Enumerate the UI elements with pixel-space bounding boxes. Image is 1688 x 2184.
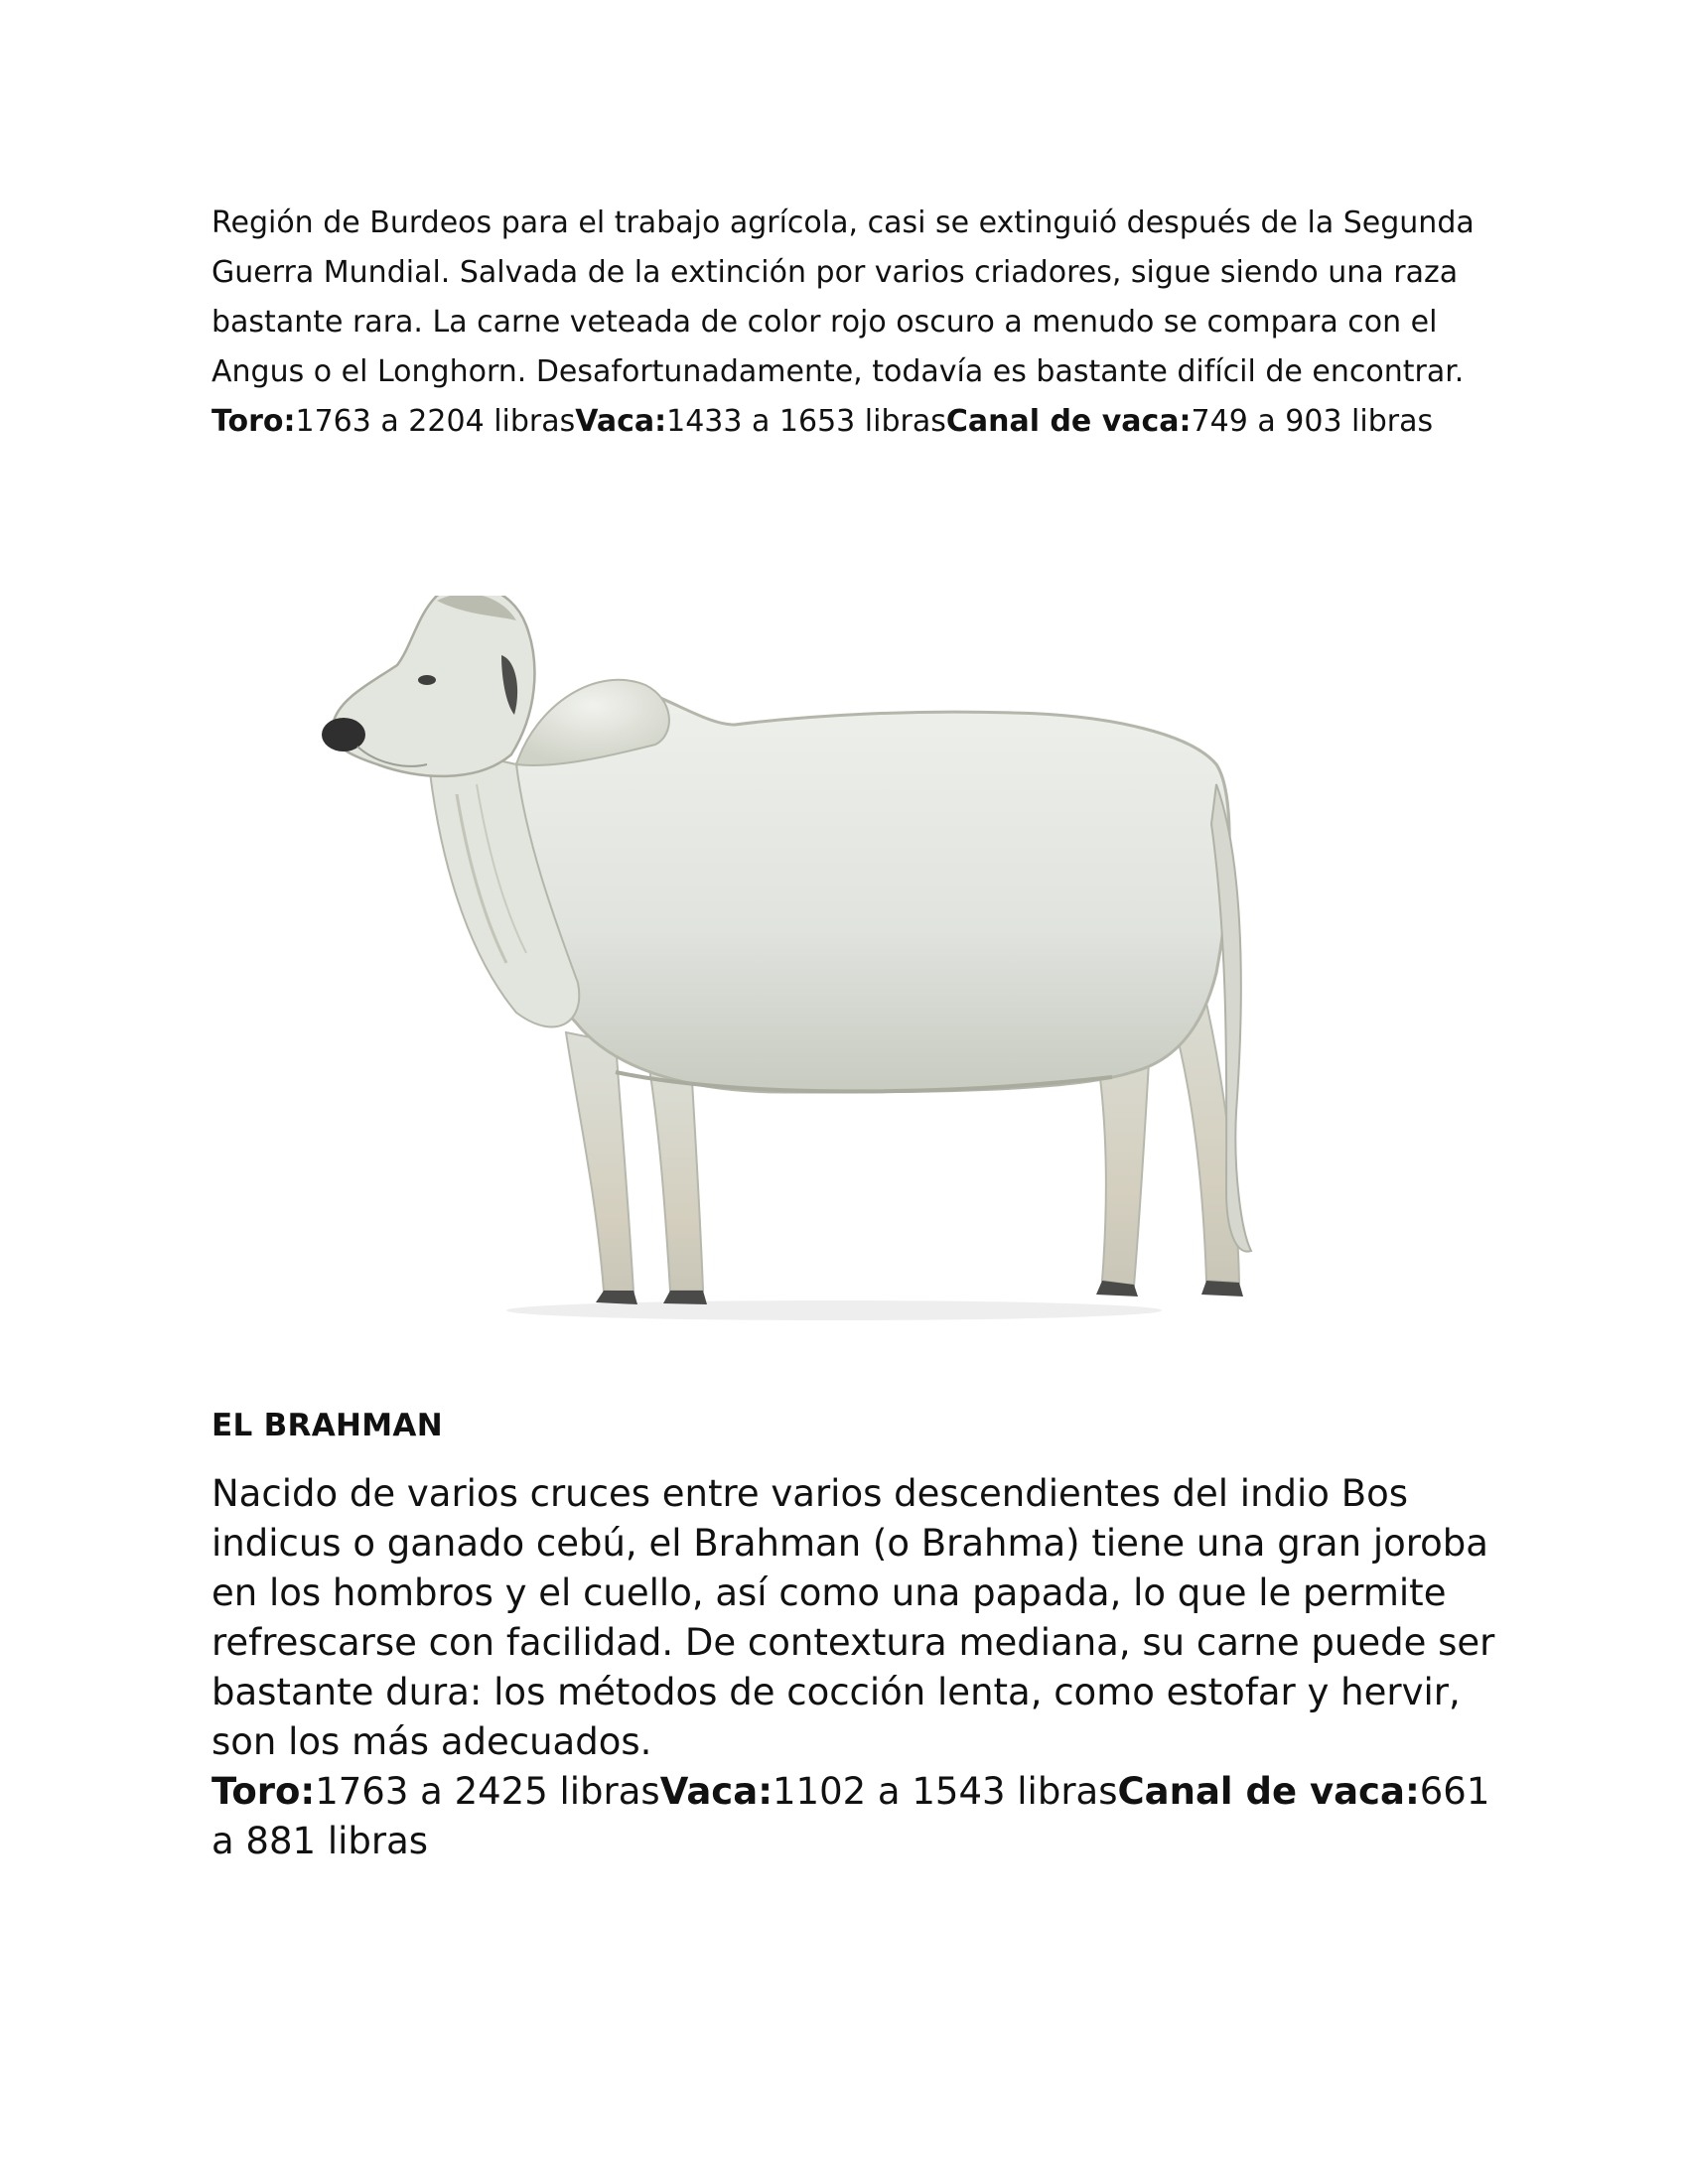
canal-label: Canal de vaca: — [945, 404, 1192, 439]
canal-label: Canal de vaca: — [1117, 1770, 1420, 1813]
vaca-label: Vaca: — [659, 1770, 773, 1813]
brahman-text: Nacido de varios cruces entre varios descendientes del indio Bos indicus o ganado cebú, el Brahman (o Brahma) tiene una gran joroba en los hombros y el cuello, así como una papada, lo que le permite refrescarse con facilidad. De contextura mediana, su carne puede ser bastante dura: los métodos de cocción lenta, como estofar y hervir, son los más adecuados. — [211, 1472, 1495, 1763]
brahman-stats — [211, 1770, 1489, 1862]
intro-text: Región de Burdeos para el trabajo agrícola, casi se extinguió después de la Segunda Guerra Mundial. Salvada de la extinción por varios criadores, sigue siendo una raza bastante rara. La carne veteada de color rojo oscuro a menudo se compara con el Angus o el Longhorn. Desafortunadamente, todavía es bastante difícil de encontrar. — [211, 205, 1475, 389]
toro-label: Toro: — [211, 404, 296, 439]
bull-icon — [318, 596, 1321, 1330]
brahman-bull-illustration — [318, 596, 1321, 1330]
canal-value: 749 a 903 libras — [1191, 404, 1434, 439]
vaca-label: Vaca: — [575, 404, 667, 439]
brahman-paragraph — [211, 1469, 1512, 1866]
vaca-value: 1433 a 1653 libras — [666, 404, 946, 439]
toro-value: 1763 a 2425 libras — [315, 1770, 660, 1813]
canal-value: 661 a 881 libras — [211, 1770, 1490, 1862]
toro-value: 1763 a 2204 libras — [295, 404, 576, 439]
intro-paragraph — [211, 199, 1492, 447]
intro-stats — [211, 404, 1433, 439]
vaca-value: 1102 a 1543 libras — [773, 1770, 1118, 1813]
toro-label: Toro: — [211, 1770, 316, 1813]
section-heading: EL BRAHMAN — [211, 1408, 443, 1443]
